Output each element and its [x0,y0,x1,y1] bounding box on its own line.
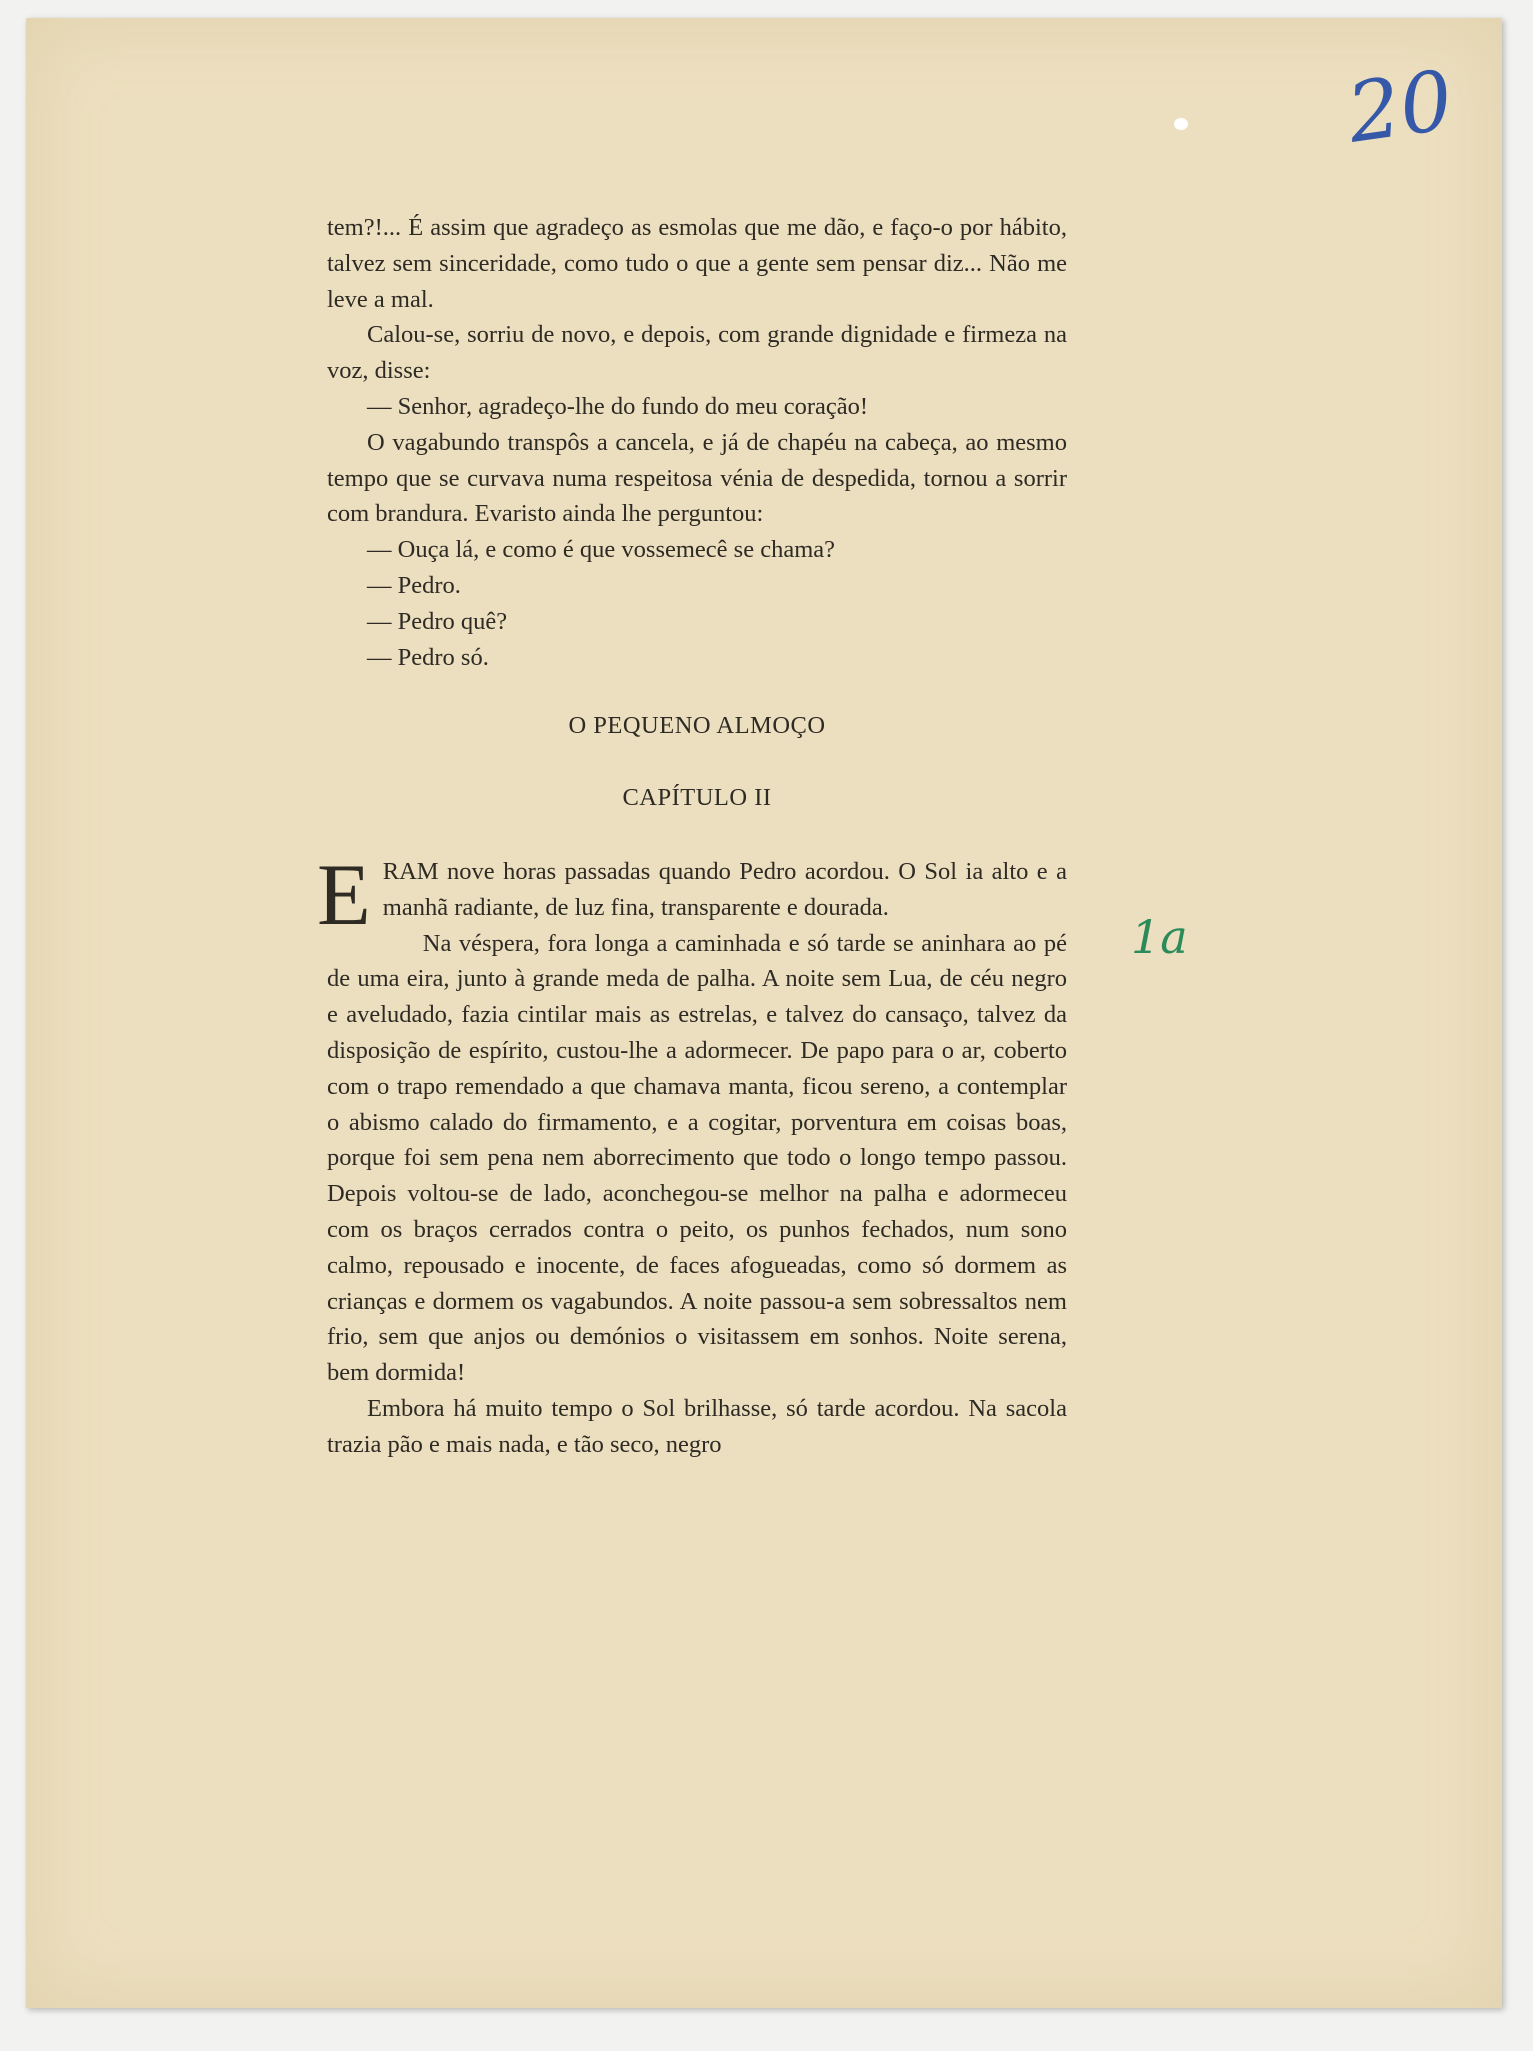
chapter-opening-text: RAM nove horas passadas quando Pedro acordou. O Sol ia alto e a manhã radiante, de luz fina, transparente e dourada. [382,857,1067,921]
handwritten-page-number: 20 [1341,53,1459,162]
paragraph: tem?!... É assim que agradeço as esmolas que me dão, e faço-o por hábito, talvez sem sinceridade, como tudo o que a gente sem pensar diz... Não me leve a mal. [327,214,1067,313]
dialogue-line: — Senhor, agradeço-lhe do fundo do meu coração! [367,392,869,420]
drop-cap: E [317,846,371,944]
body-text [317,210,1067,1463]
dialogue-line: — Pedro. [367,571,461,599]
paragraph: Na véspera, fora longa a caminhada e só tarde se aninhara ao pé de uma eira, junto à grande meda de palha. A noite sem Lua, de céu negro e aveludado, fazia cintilar mais as estrelas, e talvez do cansaço, talvez da disposição de espírito, custou-lhe a adormecer. De papo para o ar, coberto com o trapo remendado a que chamava manta, ficou sereno, a contemplar o abismo calado do firmamento, e a cogitar, porventura em coisas boas, porque foi sem pena nem aborrecimento que todo o longo tempo passou. Depois voltou-se de lado, aconchegou-se melhor na palha e adormeceu com os braços cerrados contra o peito, os punhos fechados, num sono calmo, repousado e inocente, de faces afogueadas, como só dormem as crianças e dormem os vagabundos. A noite passou-a sem sobressaltos nem frio, sem que anjos ou demónios o visitassem em sonhos. Noite serena, bem dormida! [327,929,1067,1387]
paragraph: O vagabundo transpôs a cancela, e já de chapéu na cabeça, ao mesmo tempo que se curvava numa respeitosa vénia de despedida, tornou a sorrir com brandura. Evaristo ainda lhe perguntou: [327,428,1067,528]
dialogue-line: — Ouça lá, e como é que vossemecê se chama? [367,536,836,564]
paper-hole [1174,118,1188,130]
paragraph: Embora há muito tempo o Sol brilhasse, só tarde acordou. Na sacola trazia pão e mais nada, e tão seco, negro [327,1394,1067,1458]
section-title: O PEQUENO ALMOÇO [568,712,826,740]
chapter-heading: CAPÍTULO II [622,784,772,812]
dialogue-line: — Pedro quê? [367,607,508,635]
paragraph: Calou-se, sorriu de novo, e depois, com grande dignidade e firmeza na voz, disse: [327,321,1067,385]
handwritten-margin-note: 1a [1131,910,1188,964]
chapter-opening-paragraph [317,846,1067,944]
dialogue-line: — Pedro só. [367,643,489,671]
